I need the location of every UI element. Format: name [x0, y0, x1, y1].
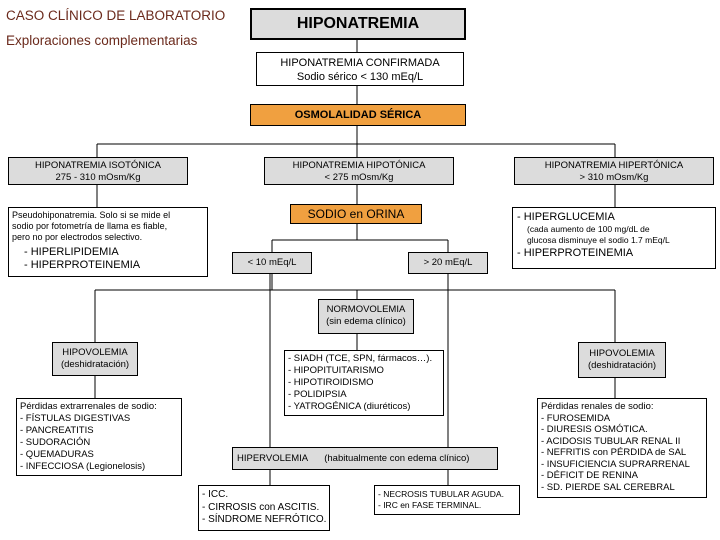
pseudo-line: Pseudohiponatremia. Solo si se mide el: [12, 210, 171, 220]
confirmed-criteria: Sodio sérico < 130 mEq/L: [296, 71, 424, 83]
hyperglycemia-title: - HIPERGLUCEMIA: [517, 211, 615, 223]
hypertonic-title: HIPONATREMIA HIPERTÓNICA: [544, 160, 684, 171]
hypotonic-box: [264, 157, 454, 185]
nta-box: [374, 485, 520, 515]
pseudo-cause: - HIPERLIPIDEMIA: [24, 246, 119, 258]
renal-heading: Pérdidas renales de sodio:: [541, 401, 654, 412]
renal-box: [537, 398, 707, 498]
siadh-item: - POLIDIPSIA: [288, 389, 347, 400]
extrarenal-box: [16, 398, 182, 476]
hypovolemia-note: (deshidratación): [60, 359, 130, 370]
siadh-item: - HIPOTIROIDISMO: [288, 377, 374, 388]
hypervolemia-note: (habitualmente con edema clínico): [324, 453, 470, 464]
renal-item: - SD. PIERDE SAL CEREBRAL: [541, 481, 675, 493]
isotonic-title: HIPONATREMIA ISOTÓNICA: [35, 160, 161, 171]
slide-title: CASO CLÍNICO DE LABORATORIO: [6, 8, 226, 23]
hypertonic-range: > 310 mOsm/Kg: [579, 172, 649, 183]
hypervolemia-title: HIPERVOLEMIA: [237, 453, 308, 464]
confirmed-line: HIPONATREMIA CONFIRMADA: [280, 57, 440, 69]
hypovolemia-title: HIPOVOLEMIA: [62, 347, 128, 358]
hypotonic-range: < 275 mOsm/Kg: [324, 172, 394, 183]
siadh-box: [284, 350, 444, 416]
normovolemia-box: [318, 299, 414, 334]
pseudohyponatremia-box: [8, 207, 208, 277]
osmolality-box: [250, 104, 466, 126]
hypovolemia-right-box: [578, 342, 666, 378]
normovolemia-note: (sin edema clínico): [326, 316, 406, 327]
extrarenal-item: - PANCREATITIS: [20, 425, 94, 436]
icc-item: - SÍNDROME NEFRÓTICO.: [202, 514, 327, 525]
pseudo-line: pero no por electrodos selectivo.: [12, 232, 143, 242]
renal-item: - DIURESIS OSMÓTICA.: [541, 424, 648, 435]
extrarenal-item: - INFECCIOSA (Legionelosis): [20, 461, 146, 472]
gt20-label: > 20 mEq/L: [423, 257, 473, 268]
renal-item: - INSUFICIENCIA SUPRARRENAL: [541, 458, 690, 470]
normovolemia-title: NORMOVOLEMIA: [326, 304, 406, 315]
lt10-label: < 10 mEq/L: [247, 257, 297, 268]
osmolality-label: OSMOLALIDAD SÉRICA: [294, 109, 422, 121]
siadh-item: - YATROGÉNICA (diuréticos): [288, 401, 411, 412]
hyperglycemia-box: [512, 207, 716, 269]
renal-item: - NEFRITIS con PÉRDIDA de SAL: [541, 447, 687, 458]
main-title-box: [250, 8, 466, 40]
siadh-item: - HIPOPITUITARISMO: [288, 365, 384, 376]
urine-sodium-box: [290, 204, 422, 224]
extrarenal-item: - FÍSTULAS DIGESTIVAS: [20, 413, 131, 424]
hypovolemia-title: HIPOVOLEMIA: [589, 348, 655, 359]
icc-item: - ICC.: [202, 489, 229, 500]
nta-item: - IRC en FASE TERMINAL.: [378, 500, 482, 510]
main-title: HIPONATREMIA: [296, 15, 420, 32]
hypovolemia-left-box: [52, 342, 138, 376]
pseudo-line: sodio por fotometría de llama es fiable,: [12, 221, 168, 231]
gt20-box: [408, 252, 488, 274]
siadh-item: - SIADH (TCE, SPN, fármacos…).: [288, 353, 433, 364]
renal-item: - DÉFICIT DE RENINA: [541, 470, 638, 481]
hypertonic-box: [514, 157, 714, 185]
isotonic-box: [8, 157, 188, 185]
renal-item: - ACIDOSIS TUBULAR RENAL II: [541, 435, 681, 447]
isotonic-range: 275 - 310 mOsm/Kg: [55, 172, 141, 183]
hyperglycemia-note: (cada aumento de 100 mg/dL de: [527, 224, 650, 234]
icc-item: - CIRROSIS con ASCITIS.: [202, 501, 320, 513]
nta-item: - NECROSIS TUBULAR AGUDA.: [378, 489, 504, 499]
extrarenal-item: - QUEMADURAS: [20, 449, 94, 460]
lt10-box: [232, 252, 312, 274]
icc-box: [198, 485, 330, 531]
renal-item: - FUROSEMIDA: [541, 412, 611, 424]
pseudo-cause: - HIPERPROTEINEMIA: [24, 259, 141, 271]
hyperproteinemia-item: - HIPERPROTEINEMIA: [517, 247, 634, 259]
confirmed-box: [256, 52, 464, 86]
hypovolemia-note: (deshidratación): [587, 360, 657, 371]
hyperglycemia-note: glucosa disminuye el sodio 1.7 mEq/L: [527, 235, 670, 245]
urine-sodium-label: SODIO en ORINA: [307, 207, 405, 221]
hypervolemia-box: [232, 447, 498, 470]
slide-subtitle: Exploraciones complementarias: [6, 33, 198, 48]
hypotonic-title: HIPONATREMIA HIPOTÓNICA: [292, 160, 426, 171]
extrarenal-item: - SUDORACIÓN: [20, 437, 91, 448]
extrarenal-heading: Pérdidas extrarrenales de sodio:: [20, 401, 157, 412]
